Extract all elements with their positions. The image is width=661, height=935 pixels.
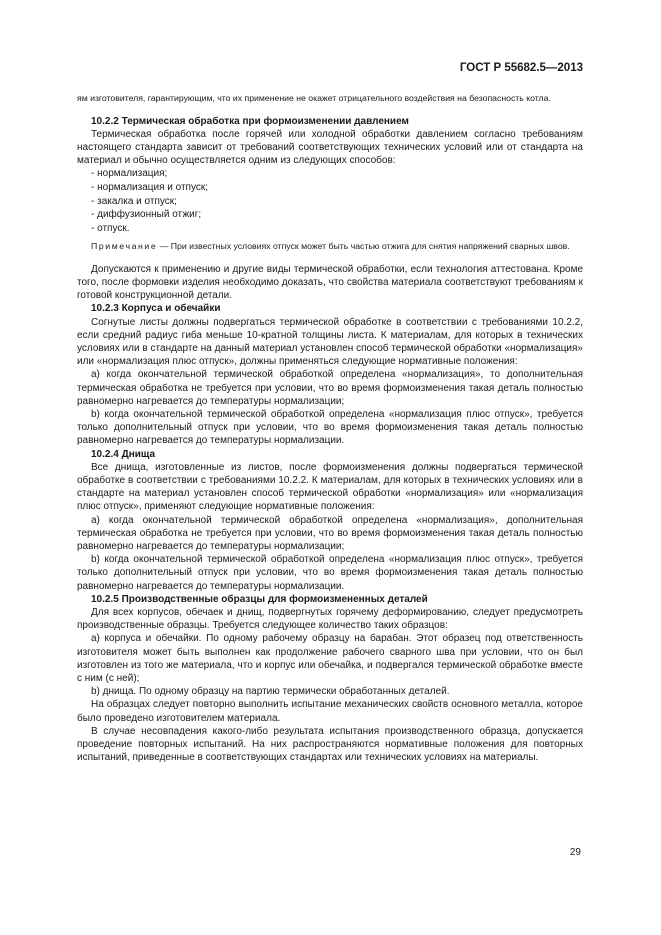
note — [77, 241, 583, 253]
section-10-2-4-para1: Все днища, изготовленные из листов, после формоизменения должны подвергаться термической обработке в соответствии с требованиями 10.2.2. К материалам, для которых в технических условиях или в стандарте на материал установлен способ термической обработки «нормализация» или «нормализация плюс отпуск», применяют следующие нормативные положения: — [77, 461, 583, 513]
note-label: Примечание — [91, 241, 158, 252]
section-10-2-5-para2: На образцах следует повторно выполнить испытание механических свойств основного металла, которое было проведено изготовителем материала. — [77, 699, 583, 724]
list-item: - диффузионный отжиг; — [91, 208, 583, 222]
list-item: - нормализация; — [91, 167, 583, 181]
section-10-2-5-item-b: b) днища. По одному образцу на партию термически обработанных деталей. — [91, 686, 450, 698]
heat-treatment-methods-list — [77, 167, 583, 235]
section-10-2-5-item-a: а) корпуса и обечайки. По одному рабочему образцу на барабан. Этот образец под ответственность изготовителя может быть выполнен как продолжение рабочего сварного шва при условии, что он был изготовлен из того же материала, что и корпус или обечайка, и подвергался термической обработке вместе с ним (с ней); — [77, 633, 583, 685]
section-10-2-4-item-b: b) когда окончательной термической обработкой определена «нормализация плюс отпуск», требуется только дополнительный отпуск при условии, что во время формоизменения такая деталь полностью равномерно нагревается до температуры нормализации. — [77, 554, 583, 592]
section-10-2-5-heading: 10.2.5 Производственные образцы для формоизмененных деталей — [91, 593, 428, 605]
section-10-2-2-para2: Допускаются к применению и другие виды термической обработки, если технология аттестована. Кроме того, после формовки изделия необходимо доказать, что свойства материала соответствуют требованиям к готовой конструкционной детали. — [77, 263, 583, 302]
section-10-2-3-item-a: а) когда окончательной термической обработкой определена «нормализация», то дополнительная термическая обработка не требуется при условии, что во время формоизменения такая деталь полностью равномерно нагревается до температуры нормализации; — [77, 369, 583, 407]
note-text: — При известных условиях отпуск может быть частью отжига для снятия напряжений сварных швов. — [157, 241, 570, 252]
section-10-2-2-heading: 10.2.2 Термическая обработка при формоизменении давлением — [91, 115, 409, 127]
section-10-2-3-heading: 10.2.3 Корпуса и обечайки — [91, 303, 221, 315]
document-body — [77, 93, 583, 765]
section-10-2-5-para3: В случае несовпадения какого-либо результата испытания производственного образца, допускается проведение повторных испытаний. На них распространяются нормативные положения для повторных испытаний, приведенные в соответствующих стандартах или технических условиях на материалы. — [77, 725, 583, 764]
section-10-2-2-para1: Термическая обработка после горячей или холодной обработки давлением согласно требованиям настоящего стандарта зависит от требований соответствующих технических условий или от стандарта на материал и обычно осуществляется одним из следующих способов: — [77, 128, 583, 167]
section-10-2-3-para1: Согнутые листы должны подвергаться термической обработке в соответствии с требованиями 10.2.2, если средний радиус гиба меньше 10-кратной толщины листа. К материалам, для которых в технических условиях или в стандарте на данный материал установлен способ термической обработки «нормализация» или «нормализация плюс отпуск», должны применяться следующие нормативные положения: — [77, 316, 583, 368]
section-10-2-5-para1: Для всех корпусов, обечаек и днищ, подвергнутых горячему деформированию, следует предусмотреть производственные образцы. Требуется следующее количество таких образцов: — [77, 607, 583, 632]
section-10-2-4-heading: 10.2.4 Днища — [91, 448, 156, 460]
list-item: - отпуск. — [91, 222, 583, 236]
section-10-2-4-item-a: а) когда окончательной термической обработкой определена «нормализация», дополнительная термическая обработка не требуется при условии, что во время формоизменения такая деталь полностью равномерно нагревается до температуры нормализации; — [77, 514, 583, 553]
section-10-2-3-item-b: b) когда окончательной термической обработкой определена «нормализация плюс отпуск», требуется только дополнительный отпуск при условии, что во время формоизменения такая деталь полностью равномерно нагревается до температуры нормализации. — [77, 409, 583, 447]
document-id: ГОСТ Р 55682.5—2013 — [459, 62, 583, 74]
list-item: - нормализация и отпуск; — [91, 181, 583, 195]
list-item: - закалка и отпуск; — [91, 195, 583, 209]
page-number: 29 — [569, 847, 581, 858]
intro-text: ям изготовителя, гарантирующим, что их применение не окажет отрицательного воздействия на безопасность котла. — [77, 93, 551, 103]
